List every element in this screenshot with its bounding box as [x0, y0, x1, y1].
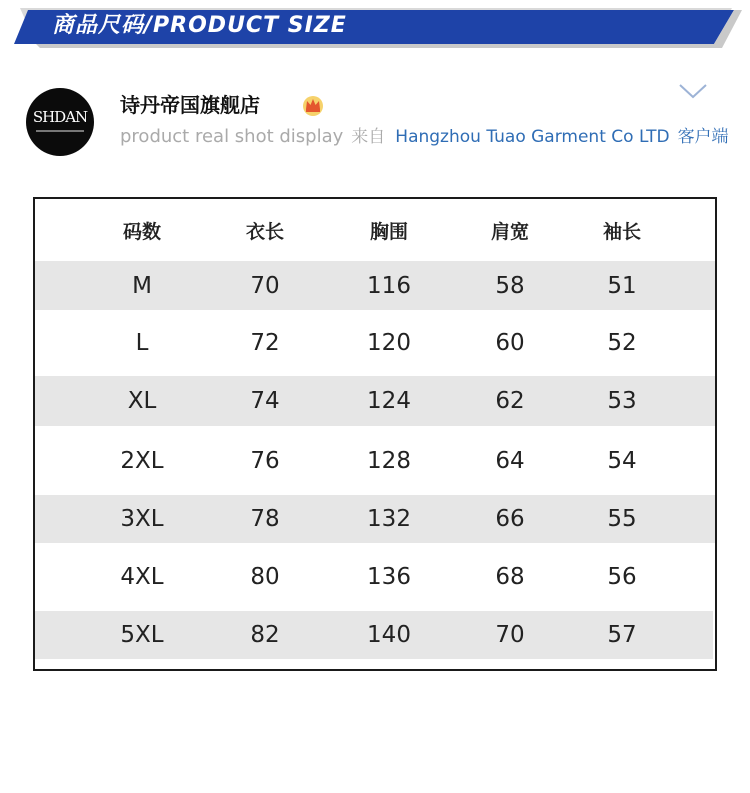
banner-title: 商品尺码/PRODUCT SIZE	[52, 13, 347, 38]
cell-length: 80	[250, 564, 280, 590]
table-row	[35, 495, 715, 543]
cell-chest: 116	[367, 272, 411, 299]
table-row	[35, 543, 715, 611]
table-row	[35, 611, 713, 659]
cell-shoulder: 62	[495, 388, 525, 414]
cell-size: L	[135, 330, 149, 356]
cell-length: 82	[250, 622, 280, 648]
cell-size: 4XL	[120, 564, 164, 590]
logo-underline	[36, 130, 84, 132]
header-sleeve: 袖长	[602, 220, 641, 243]
cell-shoulder: 60	[495, 330, 525, 356]
caption-from: 来自	[351, 127, 386, 147]
header-shoulder: 肩宽	[490, 220, 529, 243]
header-length: 衣长	[245, 220, 284, 243]
cell-chest: 128	[367, 447, 411, 474]
cell-sleeve: 51	[607, 272, 637, 299]
cell-shoulder: 58	[495, 272, 525, 299]
cell-chest: 136	[367, 564, 411, 590]
shop-logo[interactable]	[26, 88, 94, 156]
cell-size: 2XL	[120, 447, 164, 474]
table-row	[35, 376, 715, 426]
cell-size: 3XL	[120, 506, 164, 532]
cell-chest: 124	[367, 388, 411, 414]
cell-sleeve: 54	[607, 447, 637, 474]
cell-sleeve: 56	[607, 564, 637, 590]
logo-text: SHDAN	[32, 108, 88, 126]
cell-length: 76	[250, 447, 280, 474]
cell-shoulder: 66	[495, 506, 525, 532]
header-banner	[0, 0, 750, 56]
table-header-row	[35, 199, 715, 261]
cell-chest: 120	[367, 330, 411, 356]
crown-icon	[302, 94, 324, 116]
shop-name[interactable]: 诗丹帝国旗舰店	[120, 93, 260, 117]
cell-sleeve: 53	[607, 388, 637, 414]
caption-client-link[interactable]: 客户端	[677, 127, 729, 147]
cell-chest: 140	[367, 622, 411, 648]
table-row	[35, 310, 715, 376]
cell-sleeve: 52	[607, 330, 637, 356]
size-table	[33, 197, 717, 671]
cell-length: 78	[250, 506, 280, 532]
cell-length: 72	[250, 330, 280, 356]
cell-length: 70	[250, 272, 280, 299]
cell-size: XL	[127, 388, 157, 414]
table-row	[35, 261, 715, 310]
header-chest: 胸围	[369, 220, 408, 243]
caption-description: product real shot display	[120, 126, 344, 147]
cell-shoulder: 64	[495, 447, 525, 474]
chevron-down-icon[interactable]	[678, 82, 708, 100]
cell-shoulder: 68	[495, 564, 525, 590]
caption-company-link[interactable]: Hangzhou Tuao Garment Co LTD	[395, 127, 670, 147]
cell-sleeve: 57	[607, 622, 637, 648]
cell-size: 5XL	[120, 622, 164, 648]
cell-size: M	[132, 272, 152, 299]
header-size: 码数	[122, 220, 161, 243]
cell-chest: 132	[367, 506, 411, 532]
shop-caption	[120, 124, 729, 150]
cell-length: 74	[250, 388, 280, 414]
cell-sleeve: 55	[607, 506, 637, 532]
cell-shoulder: 70	[495, 622, 525, 648]
table-row	[35, 426, 715, 495]
